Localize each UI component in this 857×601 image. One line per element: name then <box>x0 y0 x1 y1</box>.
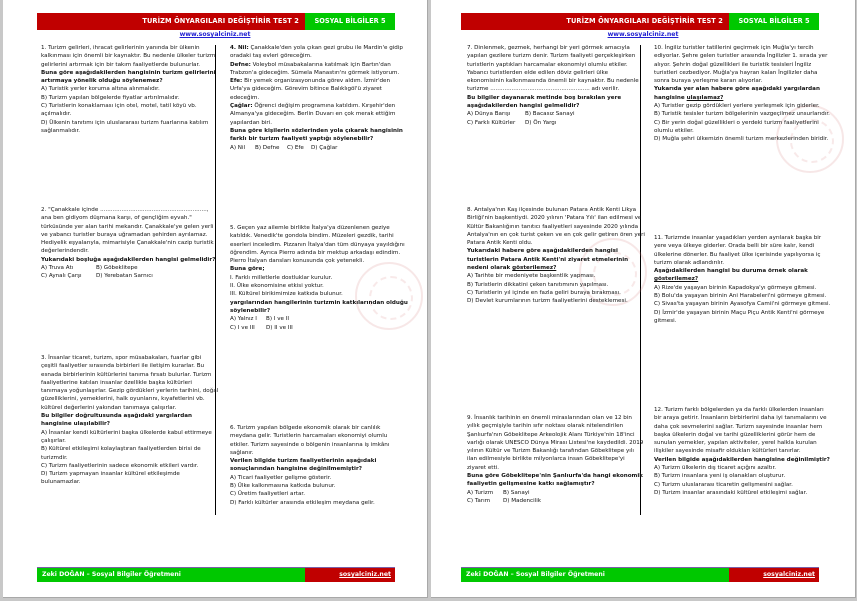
question-prompt <box>654 267 832 284</box>
option-b[interactable]: B) Bolu'da yaşayan birinin Ani Harabeleri'ni görmeye gitmesi. <box>654 293 827 300</box>
option-c[interactable]: C) Üretim faaliyetleri artar. <box>230 491 305 498</box>
option-a[interactable]: A) Ticari faaliyetler gelişme gösterir. <box>230 474 332 481</box>
option-d[interactable]: D) Turizm insanlar arasındaki kültürel etkileşimi sağlar. <box>654 489 808 496</box>
page-1 <box>3 0 428 598</box>
footer-site-link[interactable]: sosyalciniz.net <box>729 568 819 582</box>
option-b[interactable]: B) Bacasız Sanayi <box>525 111 575 118</box>
option-a[interactable]: A) Truva Atı <box>41 265 74 272</box>
speaker-text: Öğrenci değişim programına katıldım. Kırşehir'den Almanya'ya gideceğim. Berlin Duvarı en çok merak ettiğim yapılardan biri. <box>230 103 396 126</box>
question-text: 7. Dinlenmek, gezmek, herhangi bir yeri görmek amacıyla yapılan gezilere turizm denir. Turizm faaliyeti gerçekleşirken turistlerin yaptıkları harcamalar ekonomiyi olumlu etkiler. Yabancı turistlerden elde edilen döviz gelirleri ülke ekonomisinin kalkınmasında önemli bir kaynaktır. Bu nedenle turizme ........................................................ adı verilir. <box>467 45 639 93</box>
question-5 <box>230 224 408 332</box>
option-d[interactable]: D) İzmir'de yaşayan birinin Maçu Piçu Antik Kenti'ni görmeye gitmesi. <box>654 309 825 324</box>
speaker-name: 4. Nil: <box>230 45 249 51</box>
page-footer <box>461 567 819 582</box>
speaker-line <box>230 77 408 102</box>
option-d[interactable]: D) Muğla şehri ülkemizin önemli turizm merkezlerinden biridir. <box>654 136 829 143</box>
test-title: TURİZM ÖNYARGILARI DEĞİŞTİRİR TEST 2 <box>461 13 729 30</box>
option-a[interactable]: A) Tarihte bir medeniyete başkentlik yapması. <box>467 273 596 280</box>
option-d[interactable]: D) Turizm yapmayan insanlar kültürel etkileşimde bulunamazlar. <box>41 471 180 486</box>
page-header <box>461 13 819 30</box>
question-text: 10. İngiliz turistler tatillerini geçirmek için Muğla'yı tercih ediyorlar. Şehre gelen turistler arasında İngilizler 1. sırada yer alıyor. Şehrin doğal güzellikleri ile turistik tesisleri İngiliz turistleri cezbediyor. Muğla'ya hayran kalan İngilizler daha sonra buraya yerleşme kararı alıyorlar. <box>654 45 828 85</box>
question-text: 8. Antalya'nın Kaş ilçesinde bulunan Patara Antik Kenti Likya Birliği'nin başkentiydi. 2020 yılının 'Patara Yılı' ilan edilmesi ve Kültür Bakanlığının tanıtıcı faaliyetleri sayesinde 2020 yılında Antalya'nın en çok turist çeken ve en çok gelir getiren ören yeri Patara Antik Kenti oldu. <box>467 207 645 247</box>
question-prompt <box>467 247 645 272</box>
option-b[interactable]: B) Turizm yapılan bölgelerde fiyatlar artırılmalıdır. <box>41 94 180 101</box>
question-prompt: Buna göre aşağıdakilerden hangisinin turizm gelirlerini artırmaya yönelik olduğu söylenemez? <box>41 69 216 85</box>
option-a[interactable]: A) Turizm ülkelerin dış ticaret açığını azaltır. <box>654 465 777 472</box>
question-10 <box>654 44 832 144</box>
question-prompt <box>654 85 832 102</box>
option-c[interactable]: C) Turizm faaliyetlerinin sadece ekonomik etkileri vardır. <box>41 462 199 469</box>
option-c[interactable]: C) Tarım <box>467 497 491 504</box>
speaker-text: Voleybol müsabakalarına katılmak için Bartın'dan Trabzon'a gideceğim. Sümela Manastırı'nı görmek istiyorum. <box>230 61 400 76</box>
page-header <box>37 13 395 30</box>
question-11 <box>654 234 832 325</box>
option-c[interactable]: C) Farklı Kültürler <box>467 119 516 126</box>
question-7 <box>467 44 645 127</box>
question-prompt: Yukarıdaki boşluğa aşağıdakilerden hangisi gelmelidir? <box>41 256 216 263</box>
prompt-underlined: gösterilemez? <box>512 265 557 272</box>
subject-label: SOSYAL BİLGİLER 5 <box>305 13 395 30</box>
question-prompt: Bu bilgiler dayanarak metinde boş bırakılan yere aşağıdakilerden hangisi gelmelidir? <box>467 94 622 110</box>
prompt-underlined: gösterilemez? <box>654 276 699 283</box>
option-d[interactable]: D) Çağlar <box>311 144 338 151</box>
prompt-text: Yukarıda yer alan habere göre aşağıdaki yargılardan hangisine <box>654 86 820 101</box>
option-d[interactable]: D) Madencilik <box>503 497 542 504</box>
question-text: 11. Turizmde insanlar yaşadıkları yerden ayrılarak başka bir yere veya ülkeye giderler. Orada belli bir süre kalır, kendi ülkelerine dönerler. Bu faaliyet ülke içerisinde yapılıyorsa iç turizm olarak adlandırılır. <box>654 235 822 266</box>
option-c[interactable]: C) Aynalı Çarşı <box>41 273 82 280</box>
option-c[interactable]: C) Turizm uluslararası ticaretin gelişmesini sağlar. <box>654 481 793 488</box>
question-text: 5. Geçen yaz ailemle birlikte İtalya'ya düzenlenen geziye katıldık. Venedik'te gondola bindim. Müzeleri gezdik, tarihi eserleri inceledim. Pizzanın İtalya'dan tüm dünyaya yayıldığını öğrendim. Ayrıca Pierro adında bir mektup arkadaşı edindim. Pierro İtalyan dansları konusunda çok yetenekli. <box>230 225 405 265</box>
option-c[interactable]: C) Efe <box>287 144 304 151</box>
option-c[interactable]: C) Bir yerin doğal güzellikleri o yerdeki turizm faaliyetlerini olumlu etkiler. <box>654 119 819 134</box>
question-prompt: Verilen bilgide turizm faaliyetlerinin aşağıdaki sonuçlarından hangisine değinilmemiştir? <box>230 458 377 473</box>
speaker-name: Efe: <box>230 78 243 85</box>
option-d[interactable]: D) Ön Yargı <box>525 119 557 126</box>
speaker-line <box>230 61 408 78</box>
speaker-line <box>230 102 408 127</box>
prompt-underlined: ulaşılamaz? <box>686 94 724 101</box>
option-c[interactable]: C) Sivas'ta yaşayan birinin Ayasofya Camii'ni görmeye gitmesi. <box>654 301 831 308</box>
option-d[interactable]: D) II ve III <box>266 324 293 331</box>
question-prompt: Buna göre Göbeklitepe'nin Şanlıurfa'da hangi ekonomik faaliyetin gelişmesine katkı sağlamıştır? <box>467 473 644 488</box>
question-text: 12. Turizm farklı bölgelerden ya da farklı ülkelerden insanları bir araya getirir. İnsanların birbirlerini daha iyi tanımalarını ve daha çok sevmelerini sağlar. Turizm sayesinde insanlar hem başka ülkelerin doğal ve tarihi güzelliklerini görür hem de sunulan yemekler, yapılan aktiviteler, yerel halkla kurulan ilişkiler sayesinde misafir oldukları kültürleri tanırlar. <box>654 407 827 455</box>
question-text: 1. Turizm gelirleri, ihracat gelirlerinin yanında bir ülkenin kalkınması için önemli bir kaynaktır. Bu nedenle ülkeler turizm gelirlerini artırmak için bir takım faaliyetlerde bulunurlar. <box>41 45 216 68</box>
question-prompt: Bu bilgiler doğrultusunda aşağıdaki yargılardan hangisine ulaşılabilir? <box>41 413 193 428</box>
question-4 <box>230 44 408 152</box>
question-text: 2. "Çanakkale içinde ............................................................, ana ben gidiyom düşmana karşı, of gençliğim eyvah." türküsünde yer alan tarihi mekandır. Çanakkale'ye gelen yerli ve yabancı turistler buraya uğramadan şehirden ayrılamaz. Hediyelik eşyalarıyla, mimarisiyle Çanakkale'nin cazip turistik değerlerindendir. <box>41 207 214 255</box>
speaker-name: Çağlar: <box>230 103 253 110</box>
option-b[interactable]: B) Turistlerin dikkatini çeken tanıtımının yapılması. <box>467 281 609 288</box>
option-a[interactable]: A) Turistler gezip gördükleri yerlere yerleşmek için giderler. <box>654 103 820 110</box>
question-8 <box>467 206 645 306</box>
option-a[interactable]: A) İnsanlar kendi kültürlerini başka ülkelerde kabul ettirmeye çalışırlar. <box>41 429 212 444</box>
prompt-text: Yukarıdaki habere göre aşağıdakilerden hangisi turistlerin Patara Antik Kenti'ni ziyaret etmelerinin nedeni olarak <box>467 248 629 272</box>
option-a[interactable]: A) Turistik yerler koruma altına alınmalıdır. <box>41 86 160 93</box>
website-link[interactable]: www.sosyalciniz.net <box>179 31 251 38</box>
option-b[interactable]: B) I ve II <box>266 316 290 323</box>
footer-site-link[interactable]: sosyalciniz.net <box>305 568 395 582</box>
question-3 <box>41 354 219 487</box>
option-d[interactable]: D) Devlet kurumlarının turizm faaliyetlerini desteklemesi. <box>467 298 628 305</box>
option-d[interactable]: D) Yerebatan Sarnıcı <box>96 273 153 280</box>
option-a[interactable]: A) Rize'de yaşayan birinin Kapadokya'yı görmeye gitmesi. <box>654 284 817 291</box>
author-credit: Zeki DOĞAN – Sosyal Bilgiler Öğretmeni <box>37 568 305 582</box>
author-credit: Zeki DOĞAN – Sosyal Bilgiler Öğretmeni <box>461 568 729 582</box>
question-lead: Buna göre; <box>230 266 265 273</box>
speaker-line <box>230 44 408 61</box>
prompt-text: Aşağıdakilerden hangisi bu duruma örnek olarak <box>654 268 808 275</box>
test-title: TURİZM ÖNYARGILARI DEĞİŞTİRİR TEST 2 <box>37 13 305 30</box>
option-b[interactable]: B) Ülke kalkınmasına katkıda bulunur. <box>230 483 336 490</box>
question-prompt: yargılarından hangilerinin turizmin katkılarından olduğu söylenebilir? <box>230 299 408 314</box>
option-b[interactable]: B) Kültürel etkileşimi kolaylaştıran faaliyetlerden birisi de turizmdir. <box>41 446 201 461</box>
question-text: 9. İnsanlık tarihinin en önemli miraslarından olan ve 12 bin yıllık geçmişiyle tarihin sıfır noktası olarak nitelendirilen Şanlıurfa'nın Göbeklitepe Arkeolojik Alanı Türkiye'nin 18'inci varlığı olarak UNESCO Dünya Mirası Listesi'ne kaydedildi. 2019 yılının Kültür ve Turizm Bakanlığı tarafından Göbeklitepe yılı ilan edilmesiyle birlikte milyonlarca insan Göbeklitepe'yi ziyaret etti. <box>467 415 644 471</box>
question-1 <box>41 44 219 135</box>
question-prompt: Buna göre kişilerin sözlerinden yola çıkarak hangisinin farklı bir turizm faaliyeti yaptığı söylenebilir? <box>230 127 403 143</box>
option-a[interactable]: A) Nil <box>230 144 246 151</box>
option-b[interactable]: B) Turistik tesisler turizm bölgelerinin vazgeçilmez unsurlarıdır. <box>654 111 830 118</box>
option-c[interactable]: C) Turistlerin yıl içinde en fazla geliri buraya bırakması. <box>467 289 621 296</box>
page-2 <box>431 0 856 598</box>
question-text: 3. İnsanlar ticaret, turizm, spor müsabakaları, fuarlar gibi çeşitli faaliyetler sırasında birbirleri ile iletişim kurarlar. Bu esnada birbirlerinin kültürlerini tanıma fırsatı bulurlar. Turizm faaliyetlerine katılan insanlar özellikle başka kültürleri tanımaya yoğunlaşırlar. Gezip gördükleri yerlerin tarihini, doğal güzelliklerini, yemeklerini, halk oyunlarını, kıyafetlerini vb. kültürel değerlerini yakından tanımaya çalışırlar. <box>41 355 219 411</box>
speaker-text: Bir yemek organizasyonunda görev aldım. İzmir'den Urfa'ya gideceğim. Görevim bitince Balıklıgöl'ü ziyaret edeceğim. <box>230 78 391 101</box>
option-b[interactable]: B) Defne <box>255 144 280 151</box>
question-text: 6. Turizm yapılan bölgede ekonomik olarak bir canlılık meydana gelir. Turistlerin harcamaları ekonomiyi olumlu etkiler. Turizm sayesinde o bölgenin insanlarına iş imkânı sağlanır. <box>230 425 390 456</box>
speaker-text: Çanakkale'den yola çıkan gezi grubu ile Mardin'e gidip oradaki taş evleri göreceğim. <box>230 45 403 60</box>
website-link[interactable]: www.sosyalciniz.net <box>607 31 679 38</box>
option-d[interactable]: D) Ülkenin tanıtımı için uluslararası turizm fuarlarına katılım sağlanmalıdır. <box>41 119 209 134</box>
option-c[interactable]: C) Turistlerin konaklaması için otel, motel, tatil köyü vb. açılmalıdır. <box>41 103 197 118</box>
option-b[interactable]: B) Göbeklitepe <box>96 265 138 272</box>
page-footer <box>37 567 395 582</box>
subject-label: SOSYAL BİLGİLER 5 <box>729 13 819 30</box>
question-prompt: Verilen bilgide aşağıdakilerden hangisine değinilmiştir? <box>654 456 830 463</box>
statement-3: III. Kültürel birikimimize katkıda bulunur. <box>230 291 343 298</box>
option-b[interactable]: B) Turizm insanlara yeni iş olanakları oluşturur. <box>654 473 786 480</box>
question-6 <box>230 424 408 507</box>
question-2 <box>41 206 219 281</box>
question-12 <box>654 406 832 497</box>
statement-1: I. Farklı milletlerle dostluklar kurulur. <box>230 274 333 281</box>
option-a[interactable]: A) Turizm <box>467 489 494 496</box>
option-a[interactable]: A) Yalnız I <box>230 316 257 323</box>
option-a[interactable]: A) Dünya Barışı <box>467 111 511 118</box>
option-d[interactable]: D) Farklı kültürler arasında etkileşim meydana gelir. <box>230 499 375 506</box>
question-9 <box>467 414 645 505</box>
speaker-name: Defne: <box>230 61 251 68</box>
option-b[interactable]: B) Sanayi <box>503 489 530 496</box>
statement-2: II. Ülke ekonomisine etkisi yoktur. <box>230 283 324 290</box>
option-c[interactable]: C) I ve III <box>230 324 255 331</box>
